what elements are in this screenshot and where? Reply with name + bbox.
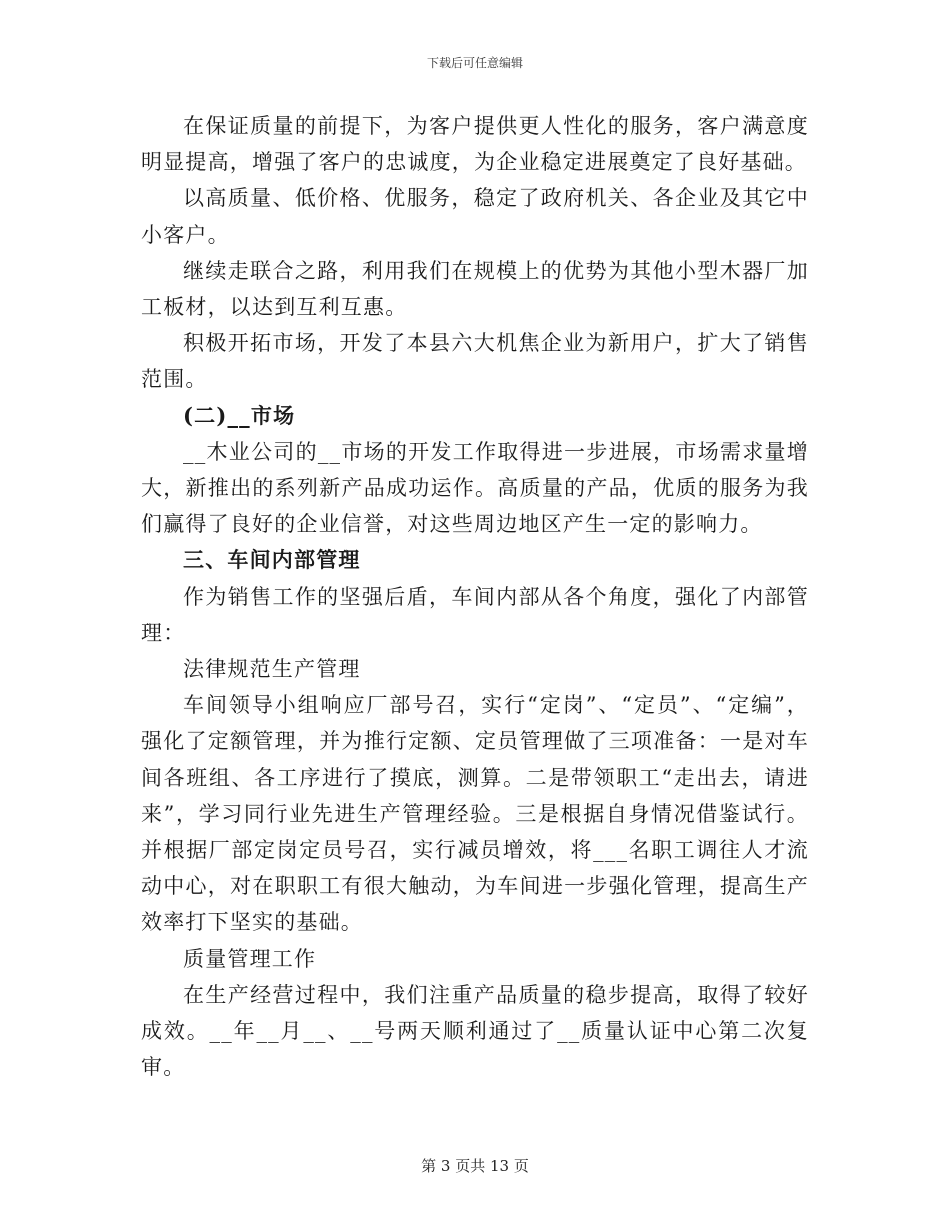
subheading-production-management: 法律规范生产管理 <box>183 657 361 682</box>
section-heading-market: (二)__市场 <box>183 402 296 428</box>
paragraph-workshop-intro: 作为销售工作的坚强后盾，车间内部从各个角度，强化了内部管理： <box>141 584 809 645</box>
page-number: 第 3 页共 13 页 <box>421 1157 529 1175</box>
paragraph-production-management: 车间领导小组响应厂部号召，实行“定岗”、“定员”、“定编”，强化了定额管理，并为推行定额、定员管理做了三项准备：一是对车间各班组、各工序进行了摸底，测算。二是带领职工“走出去，请进来”，学习同行业先进生产管理经验。三是根据自身情况借鉴试行。并根据厂部定岗定员号召，实行减员增效，将___名职工调往人才流动中心，对在职职工有很大触动，为车间进一步强化管理，提高生产效率打下坚实的基础。 <box>141 693 809 935</box>
section-heading-workshop: 三、车间内部管理 <box>183 547 361 573</box>
paragraph-quality-management: 在生产经营过程中，我们注重产品质量的稳步提高，取得了较好成效。__年__月__、__号两天顺利通过了__质量认证中心第二次复审。 <box>141 982 809 1080</box>
document-body <box>141 108 809 1085</box>
paragraph-service-quality: 在保证质量的前提下，为客户提供更人性化的服务，客户满意度明显提高，增强了客户的忠诚度，为企业稳定进展奠定了良好基础。 <box>141 114 809 175</box>
subheading-quality-management: 质量管理工作 <box>183 946 317 971</box>
paragraph-market-expansion: 积极开拓市场，开发了本县六大机焦企业为新用户，扩大了销售范围。 <box>141 331 809 392</box>
paragraph-market-progress: __木业公司的__市场的开发工作取得进一步进展，市场需求量增大，新推出的系列新产品成功运作。高质量的产品，优质的服务为我们赢得了良好的企业信誉，对这些周边地区产生一定的影响力。 <box>141 439 809 537</box>
page-header: 下载后可任意编辑 <box>426 56 523 70</box>
paragraph-cooperation: 继续走联合之路，利用我们在规模上的优势为其他小型木器厂加工板材，以达到互利互惠。 <box>141 258 809 320</box>
paragraph-pricing: 以高质量、低价格、优服务，稳定了政府机关、各企业及其它中小客户。 <box>141 186 809 247</box>
